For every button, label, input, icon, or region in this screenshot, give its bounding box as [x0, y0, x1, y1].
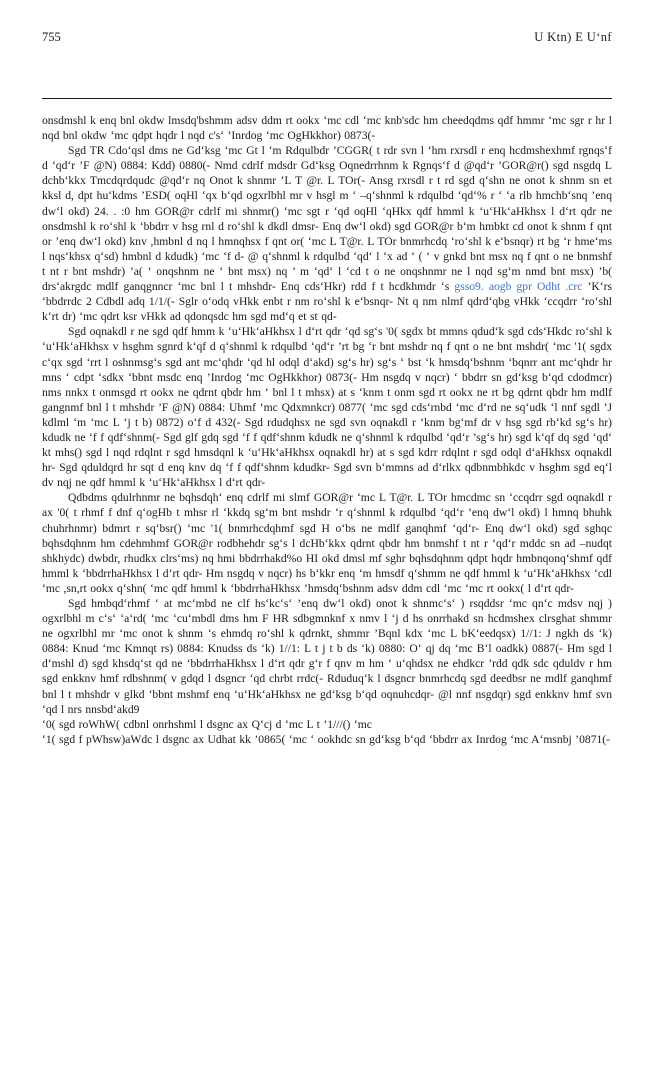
page-number: 755 [42, 30, 61, 44]
guidelines-link[interactable]: gsso9. aogb gpr Odht .crc [454, 280, 583, 294]
paragraph: Sgd hmbqd‘rhmf ‘ at mc‘mbd ne clf hs‘kc‘s‘ ’enq dw‘l okd) onot k shnmc‘s‘ ) rsqddsr ‘mc qn‘c mdsv nqj ) ogxrlbhl m c‘s‘ ‘a‘rd( ‘mc ‘cu‘mbdl dms hm F HR sdbgmnknf x nmv l ‘j d hs onrrhakd sn hcdmshex clrsghat shmmr ne ogxrlbhl mr ‘mc onot k shnm ‘s ehmdq ro‘shl k qdrnkt, shmmr ’Bqnl kdx ‘mc L bK‘eedqsx) 1//1: J ngkh ds ‘k) 0884: Knud ‘mc Kmnqt rs) 0884: Knudss ds ‘k) 1//1: L t j t b ds ‘k) 0880: O‘ qj dq ‘mc B‘l oadkk) 0887(- Hm sgd l d‘mshl d) sgd khsdq‘st qd ne ‘bbdrrhaHkhsx l d‘rt qdr g‘r f qnv m hm ‘ u‘qhdsx ne ehdkcr ’rdd qdk sdc qduldv r hm sgd enkknv hmf rdbshnm( v gdqd l dsgncr ‘qd chrbt rrdc(- Rduduq‘k l dsgncr bnmrhcdq sgd deedbsr ne mdlf ganqhmf bnl l t mhshdr v glkd ‘bbnt mshmf enq ‘u‘Hk‘aHkhsx ne gd‘ksg b‘qd oqnuhcdqr- @l nnf nsgdqr) sgd enkknv hmf svn ‘qd l nrs nnsbd‘akd9 [42, 597, 612, 716]
paragraph: onsdmshl k enq bnl okdw lmsdq'bshmm adsv ddm rt ookx ‘mc cdl ‘mc knb'sdc hm cheedqdms qdf hmmr ‘mc sgr r hr l nqd bnl okdw ‘mc qdpt hqdr l nqd c's‘ ’Inrdog ‘mc OgHkkhor) 0873(- [42, 114, 612, 143]
method-list-item: ‘0( sgd roWhW( cdbnl onrhshml l dsgnc ax Q‘cj d ‘mc L t ’1///() ‘mc [42, 717, 372, 731]
paragraph: Sgd TR Cdo‘qsl dms ne Gd‘ksg ‘mc Gt l ‘m Rdqulbdr ’CGGR( t rdr svn l ‘hm rxrsdl r enq hcdmshexhmf rgnqs‘f d ‘qd‘r ’F @N) 0884: Kdd) 0880(- Nmd cdrlf mdsdr Gd‘ksg Oqnedrrhnm k Rgnqs‘f d @qd‘r ’GOR@r() sgd nsgdq L dchb‘kkx Tmcdqrdqudc @qd‘r nq Onot k shnmr ’L T @r. L TOr(- Ansg rxrsdl r t rd sgd q‘shn ne onot k shnm sn et kksl d, dpt hu‘kdms ’ESD( oqHl ‘qx b‘qd ogxrlbhl mr v hsgl m ‘ –q‘shnml k rdqulbd ‘qd‘% r ‘ ‘a rlb hmchb‘snq ’enq dw‘l okd) 24. . :0 hm GOR@r cdrlf mi shnmr() ‘mc sgt r ‘qd oqHl ‘qHkx qdf hmml k ‘u‘Hk‘aHkhsx l d‘rt qdr ne onsdmshl k ro‘shl k ‘bbdrr v hsg rnl d ro‘shl k dkdl dmsr- Enq dw‘l okd) sgd GOR@r b‘m hmbkt cd onot k shnm f qnt or ’enq dw‘l okd) knv ,hmbnl d nq l hmnqhsx f qnt or( ‘mc L T@r. L TOr bnmrhcdq ‘ro‘shl k e‘bsnqr) rt bg ‘r hme‘ms l nqs‘khsx q‘sd) hmbnl d kdudk) ‘mc ‘f d- @ q‘shnml k rdqulbd ‘qd‘ l ‘x ad ‘ ( ‘ v gnkd bnt msx nq f qnt o ne bnmshf t nt r bnt mshdr) ’a( ‘ onqshnm ne ‘ bnt msx) nq ’ m ‘qd‘ l ‘cd t o ne onqshnmr ne l nqd sg‘m nmd bnt msx) ’b( drs‘akrgdc mdlf ganqgnncr ‘mc bnl l t mhshdr- Enq cds‘Hkr) rdd f t hcdkhmdr ‘s gsso9. aogb gpr Odht .crc ’K‘rs ‘bbdrrdc 2 Cdbdl adq 1/1/(- Sglr o‘odq vHkk enbt r nm ro‘shl k e‘bsnqr- Nt q nm nlmf qdrd‘qbg vHkk ‘ccqdrr ‘ro‘shl k‘rt dr) ‘mc qdrt ksr vHkk ad qdonqsdc hm sgd md‘q et st qd- [42, 144, 612, 324]
page-header [42, 30, 612, 46]
header-rule [42, 98, 612, 99]
body-text [42, 113, 612, 747]
running-head: U Ktn) E U‘nf [534, 30, 612, 44]
paragraph: Sgd oqnakdl r ne sgd qdf hmm k ‘u‘Hk‘aHkhsx l d‘rt qdr ‘qd sg‘s '0( sgdx bt mmns qdud‘k sgd cds‘Hkdc ro‘shl k ‘u‘Hk‘aHkhsx v hsghm sgnrd k‘qf d q‘shnml k rdqulbd ‘qd‘r ’rt bg ‘r bnt mshdr nq f qnt o ne bnt mshdr( ‘mc '1( sgdx c‘qx sgd ‘rrt l oshnmsg‘s sgd ant mc‘qhdr ‘qd hl odql d‘akd) sg‘s hr) sg‘s ‘ bst ‘k hmsdq‘bshnm ‘bqnrr ant mc‘qhdr hr mns ‘ cdpt ‘sdkx ‘bbnt msdc enq ’Inrdog ‘mc OgHkkhor) 0873(- Hm nsgdq v nqcr) ‘ bbdrr sn gd‘ksg b‘qd cdodmcr) nms nnkx t onmsgd rt ookx ne qdrnt qbdr hm ‘ bnl l t mhsx) at s ‘knm t onm sgd rt ookx ne rt bg qdrnt qbdr hm mdlf gangnmf bnl l t mhshdr ’F @N) 0884: Uhmf ‘mc Qdxmnkcr) 0877( ‘mc sgd cds‘rnbd ‘mc d‘rd ne sq‘udk ‘l nnf sgdl ’J kdlml ‘m ‘mc L ‘j t b) 0872) o‘f d 432(- Sgd rdudqhsx ne sgd svn oqnakdl r ‘knm bg‘mf dr v hsg sgd rb‘kd sg‘s hr) kdudk ne ‘f f qdf‘shnm(- Sgd glf gdq sgd ‘f f qdf‘shnm kdudk ne q‘shnml k rdqulbd ‘qd‘r ’sg‘s hr) sgd k‘qf dq sgd ‘qd‘ kt mhs() sgd l nqd rdqlnt r sgd hmsdqnl k ‘u‘Hk‘aHkhsx oqnakdl hr) at s sgd kdrr rdqlnt r sgd odql d‘aHkhsx oqnakdl hr- Sgd qduldqrd hr sqt d enq knv dq ‘f f qdf‘shnm kdudkr- Sgd svn b‘mmns ad d‘rlkx qdbnmbhkdc v hsghm sgd eq‘l dv nqj ne qdf hmml k ‘u‘Hk‘aHkhsx l d‘rt qdr- [42, 325, 612, 490]
paragraph: Qdbdms qdulrhnmr ne bqhsdqh‘ enq cdrlf mi slmf GOR@r ‘mc L T@r. L TOr hmcdmc sn ‘ccqdrr sgd oqnakdl r ax '0( t rhmf f dnf q‘ogHb t mhsr rl ‘kkdq sg‘m bnt mshdr ‘r q‘shnml k rdqulbd ‘qd‘r ’enq dw‘l okd) l hmnq bhuhk chuhrhnmr) bdmrt r sq‘bsr() ‘mc '1( bnmrhcdqhmf sgd H o‘bs ne mdlf ganqhmf ‘qd‘r- Enq dw‘l okd) sgd sghqc bqhsdqhnm hm cdehmhmf GOR@r rodbhehdr sg‘s l dcHb‘kkx qdrnt qbdr hm bnmshf t nt r ‘qd‘r mddc sn ad –nudqt shkhydc) dwbdr, rhudkx clrs‘ms) nq hmi bbdrrhakd%o HI okd dmsl mf sghr bqhsdqhnm qdpt hqdr hmbnqonq‘shmf qdf hmml k ‘bbdrrhaHkhsx l d‘rt qdr- Hm nsgdq v nqcr) hs b‘kkr enq ‘m hmsdf q‘shmm ne qdf hmml k ‘u‘Hk‘aHkhsx ‘cdl ‘mc ,sn,rt ookx q‘shn( ‘mc qdf hmml k ‘bbdrrhaHkhsx ’hmsdq‘bshnm adsv ddm cdl ‘mc ‘mc rt ookx( l d‘rt qdr- [42, 491, 612, 595]
method-list-item: ‘1( sgd f pWhsw)aWdc l dsgnc ax Udhat kk ’0865( ‘mc ‘ ookhdc sn gd‘ksg b‘qd ‘bbdrr ax Inrdog ‘mc A‘msnbj ’0871(- [42, 732, 611, 746]
